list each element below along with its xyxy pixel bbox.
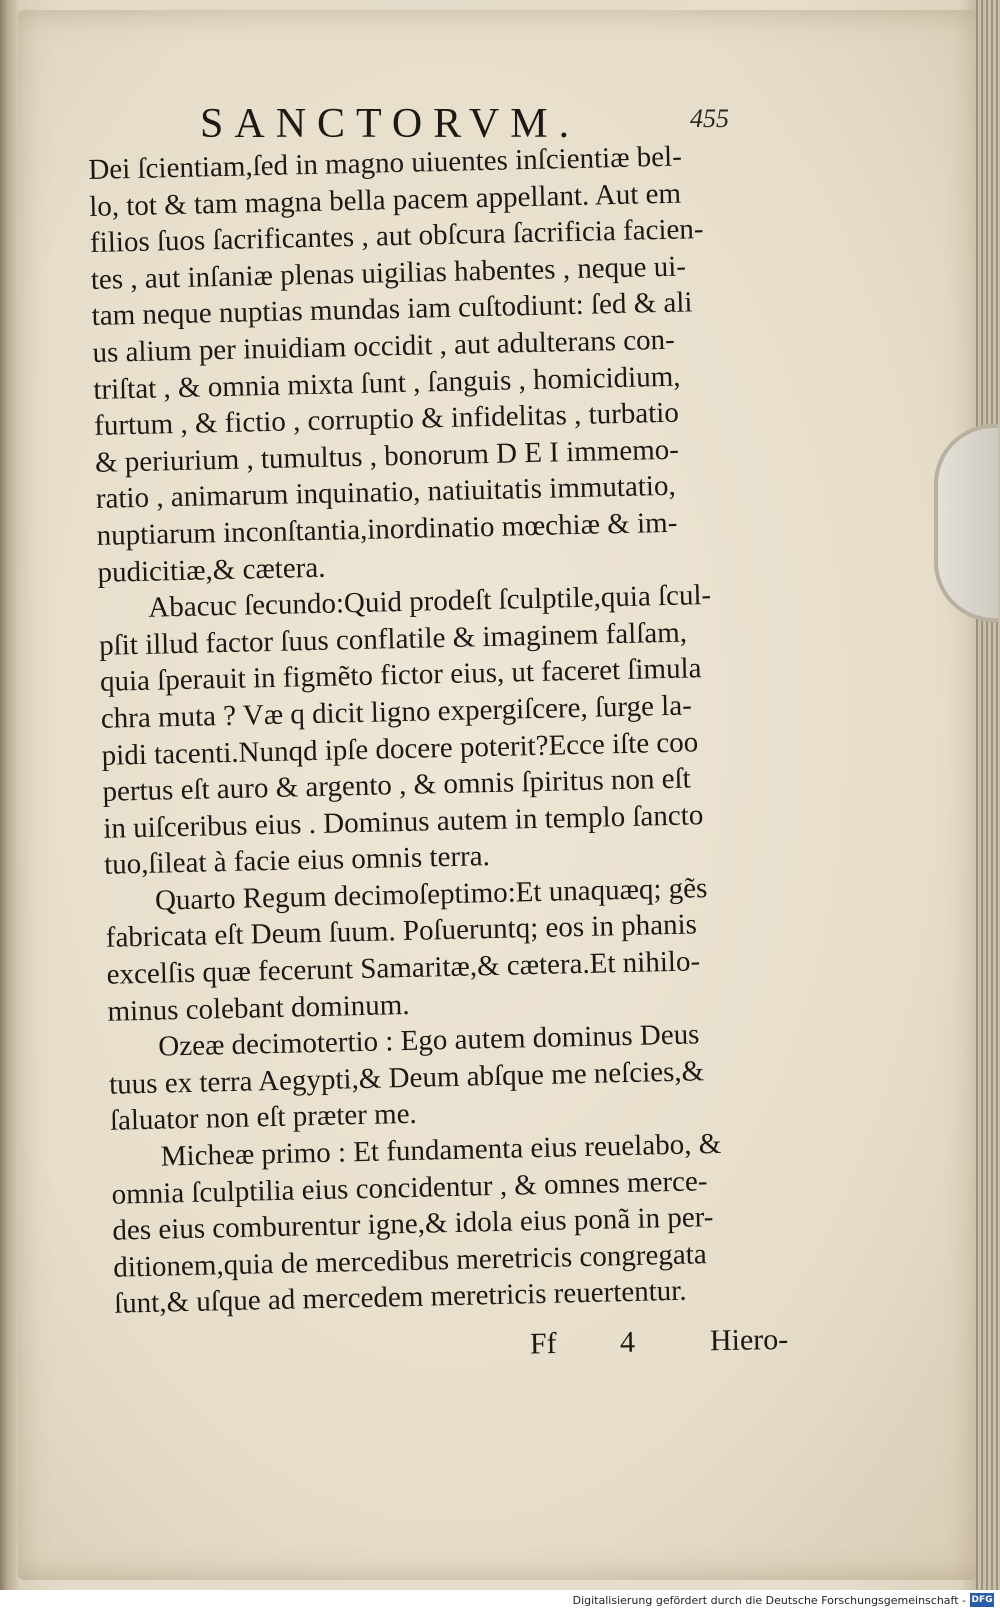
text-line: in uiſceribus eius . Dominus autem in templo ſancto	[102, 798, 704, 845]
text-line: des eius comburentur igne,& idola eius ponã in per-	[112, 1201, 714, 1247]
text-line: nuptiarum inconſtantia,inordinatio mœchiæ & im-	[96, 506, 678, 552]
text-line: ditionem,quia de mercedibus meretricis congregata	[112, 1238, 707, 1284]
text-line: minus colebant dominum.	[107, 988, 410, 1028]
paragraph-start-line: Ozeæ decimotertio : Ego autem dominus Deus	[157, 1018, 700, 1063]
text-line: chra muta ? Væ q dicit ligno expergiſcere, ſurge la-	[100, 689, 693, 735]
footer-credit: Digitalisierung gefördert durch die Deutsche Forschungsgemeinschaft -	[572, 1594, 966, 1607]
text-line: tes , aut inſaniæ plenas uigilias habentes , neque ui-	[90, 250, 687, 296]
text-line: ſaluator non eſt præter me.	[109, 1098, 418, 1138]
text-line: furtum , & fictio , corruptio & infidelitas , turbatio	[93, 396, 680, 443]
text-line: tuus ex terra Aegypti,& Deum abſque me neſcies,&	[108, 1055, 705, 1101]
text-line: tuo,ſileat à facie eius omnis terra.	[103, 840, 491, 882]
paragraph-start-line: Abacuc ſecundo:Quid prodeſt ſculptile,quia ſcul-	[147, 579, 712, 624]
text-line: pidi tacenti.Nunqd ipſe docere poterit?Ecce iſte coo	[101, 725, 699, 772]
text-line: pudicitiæ,& cætera.	[97, 551, 326, 589]
text-line: quia ſperauit in figmẽto fictor eius, ut faceret ſimula	[99, 652, 702, 699]
dfg-logo: DFG	[971, 1595, 993, 1605]
text-line: fabricata eſt Deum ſuum. Poſueruntq; eos in phanis	[105, 908, 698, 955]
paragraph-start-line: Quarto Regum decimoſeptimo:Et unaquæq; gẽs	[154, 872, 708, 917]
signature-mark: Ff	[529, 1326, 557, 1361]
paragraph-start-line: Micheæ primo : Et fundamenta eius reuelabo, &	[160, 1127, 722, 1173]
page-number: 455	[690, 104, 729, 133]
catchline	[520, 1322, 821, 1367]
text-line: triſtat , & omnia mixta ſunt , ſanguis , homicidium,	[93, 360, 681, 406]
book-clasp	[934, 424, 998, 622]
body-text	[88, 136, 826, 1323]
signature-number: 4	[619, 1325, 636, 1359]
text-line: ſunt,& uſque ad mercedem meretricis reuertentur.	[113, 1275, 687, 1321]
catchword: Hiero-	[709, 1322, 789, 1358]
text-line: pſit illud factor ſuus conflatile & imaginem falſam,	[98, 616, 688, 662]
text-line: pertus eſt auro & argento , & omnis ſpiritus non eſt	[102, 762, 691, 808]
text-line: Dei ſcientiam,ſed in magno uiuentes inſcientiæ bel-	[88, 140, 683, 186]
book-fore-edge	[976, 0, 1000, 1590]
text-line: us alium per inuidiam occidit , aut adulterans con-	[92, 323, 676, 369]
text-line: ratio , animarum inquinatio, natiuitatis immutatio,	[95, 470, 677, 516]
digitization-footer	[0, 1590, 1000, 1611]
text-line: lo, tot & tam magna bella pacem appellant. Aut em	[88, 177, 682, 223]
running-head: SANCTORVM.	[200, 101, 581, 147]
text-line: tam neque nuptias mundas iam cuſtodiunt: ſed & ali	[91, 286, 693, 333]
text-line: & periurium , tumultus , bonorum D E I immemo-	[94, 433, 680, 479]
text-line: excelſis quæ fecerunt Samaritæ,& cætera.Et nihilo-	[106, 945, 701, 991]
text-line: filios ſuos ſacrificantes , aut obſcura ſacrificia facien-	[89, 213, 704, 260]
text-line: omnia ſculptilia eius concidentur , & omnes merce-	[111, 1164, 708, 1211]
